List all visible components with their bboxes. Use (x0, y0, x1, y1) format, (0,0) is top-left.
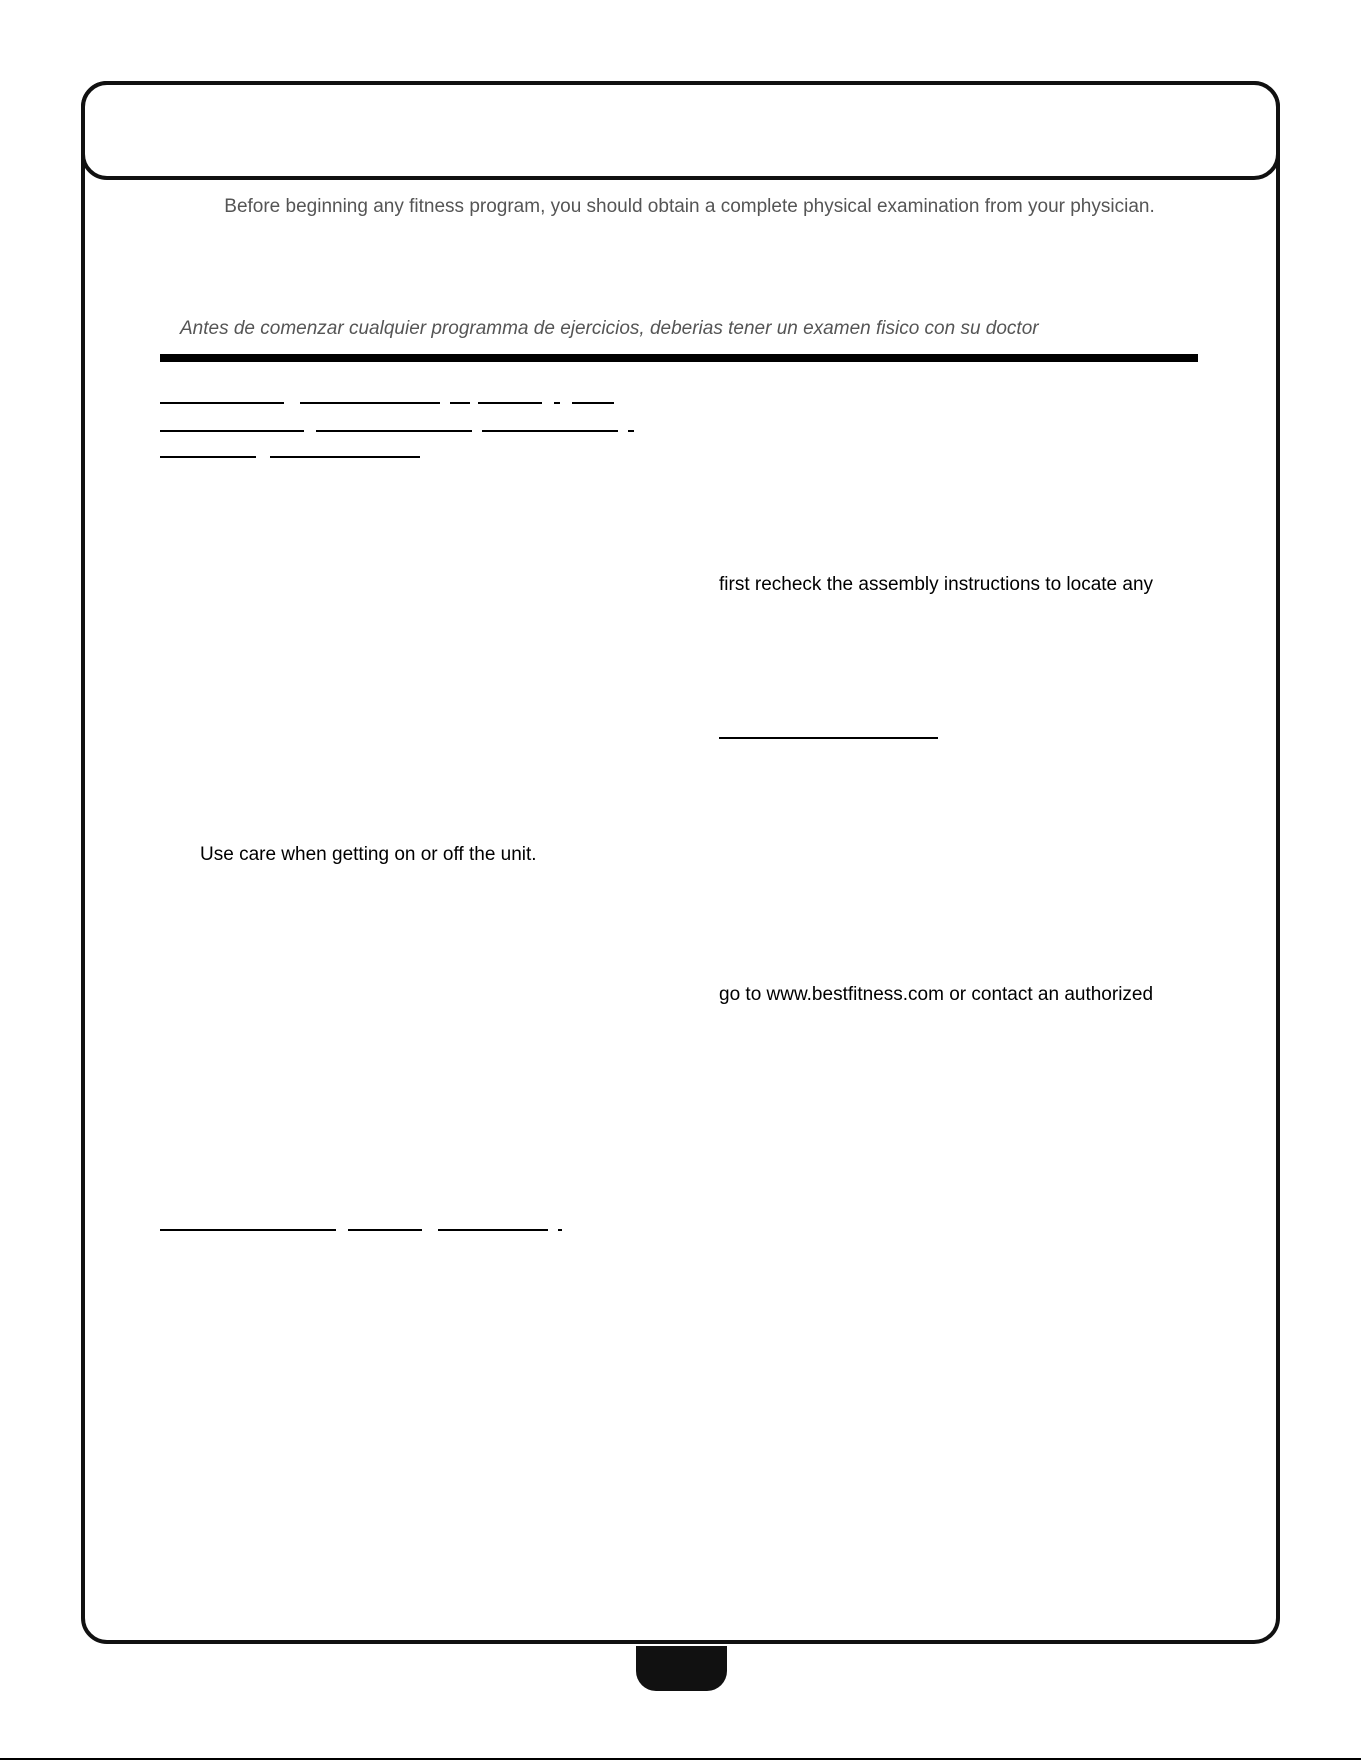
redacted-text-line (482, 430, 618, 432)
redacted-text-line (160, 430, 304, 432)
page-number-tab (636, 1646, 727, 1691)
redacted-text-line (438, 1229, 548, 1231)
redacted-text-line (450, 402, 470, 404)
assembly-instructions-text: first recheck the assembly instructions to locate any (719, 574, 1154, 595)
section-divider (160, 354, 1198, 362)
redacted-text-line (628, 430, 634, 432)
redacted-text-line (558, 1229, 562, 1231)
underline-rule (719, 737, 938, 739)
redacted-text-line (316, 430, 472, 432)
header-box (81, 81, 1280, 180)
website-text: go to www.bestfitness.com or contact an authorized (719, 984, 1154, 1005)
care-note-text: Use care when getting on or off the unit. (200, 844, 537, 865)
redacted-text-line (270, 456, 420, 458)
redacted-text-line (478, 402, 542, 404)
redacted-text-line (554, 402, 560, 404)
warning-spanish: Antes de comenzar cualquier programma de ejercicios, deberias tener un examen fisico con su doctor (180, 318, 1039, 339)
redacted-text-line (300, 402, 440, 404)
redacted-text-line (160, 456, 256, 458)
redacted-text-line (572, 402, 614, 404)
bottom-rule (0, 1758, 1361, 1760)
redacted-text-line (160, 402, 284, 404)
warning-english: Before beginning any fitness program, you should obtain a complete physical examination from your physician. (224, 196, 1155, 217)
redacted-text-line (348, 1229, 422, 1231)
redacted-text-line (160, 1229, 336, 1231)
